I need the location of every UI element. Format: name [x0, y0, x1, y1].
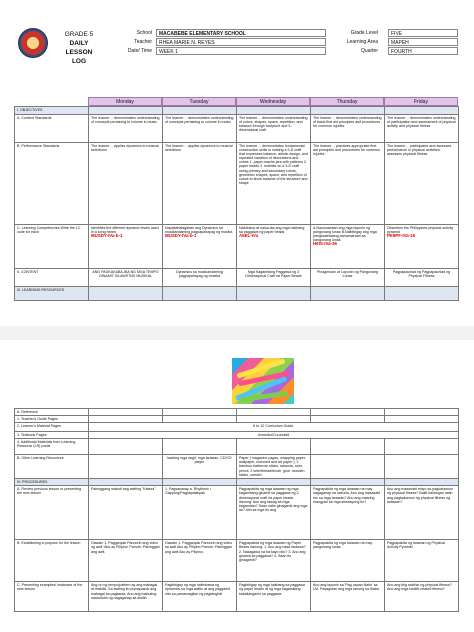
performance-standard-wed: The learner… demonstrates fundamental construction skills in making a 3-D craft that expresses balance, artistic design, and repeated variation of decorations and colors 1. paper-mache jars with patterns 2. paper beads 3. mobiles on a 3-D craft using primary and secondary colors, geometric shapes, space, and repetition of colors to show balance of the structure and shape: [237, 143, 311, 225]
content-standards-label: A. Content Standards: [15, 115, 89, 143]
competency-fri: Describes the Philippines physical activity pyramid PE5PF-IVa-16: [385, 225, 459, 269]
learning-competencies-label: C. Learning Competencies Write the LC code for each: [15, 225, 89, 269]
crayons-image: [232, 358, 294, 404]
content-standard-thu: The learner… demonstrates understanding of basic first aid principles and procedures for common injuries: [311, 115, 385, 143]
day-wednesday: Wednesday: [236, 97, 310, 106]
dll-title-line1: DAILY LESSON: [65, 40, 93, 56]
day-tuesday: Tuesday: [162, 97, 236, 106]
content-standard-tue: The learner… demonstrates understanding of concepts pertaining to volume in music: [163, 115, 237, 143]
quarter-label: Quarter: [361, 48, 378, 54]
content-standard-mon: The learner… demonstrates understanding of concepts pertaining to volume in music: [89, 115, 163, 143]
content-fri: Pagpapaunlad ng Pagpapaunlad ng Physical Fitness: [385, 269, 459, 287]
quarter-value: FOURTH: [388, 47, 458, 55]
performance-standards-label: B. Performance Standards: [15, 143, 89, 225]
page-break: [0, 326, 474, 340]
lm-pages-label: 2. Learner's Material Pages: [15, 423, 89, 432]
header-info: [0, 0, 474, 70]
other-resources-label: B. Other Learning Resources: [15, 455, 89, 479]
lc-code-wed: A5EL-IVa: [239, 233, 259, 239]
examples-label: C. Presenting examples/ instances of the new lesson: [15, 582, 89, 612]
other-resources-tue: tsarting mga sagit, mga larawan, CD/CD player: [163, 455, 237, 479]
textbook-pages-value: Unweltor/Curundis5: [89, 432, 459, 439]
review-tue: 1. Pagsasanay a. Rhythmic i. Clapping/Pagpapalakpak: [163, 486, 237, 540]
purpose-thu: Pagpapakita ng mga larawan na may pangunang lunas: [311, 540, 385, 582]
purpose-fri: Pagpapakita ng larawan ng Physical Activity Pyramid: [385, 540, 459, 582]
review-mon: Pakinggang mabuti ang awiting "Kalesa".: [89, 486, 163, 540]
school-label: School: [136, 30, 152, 36]
content-standard-wed: The learner… demonstrates understanding of colors, shapes, space, repetition, and balance through sculpture and 3-dimensional craft: [237, 115, 311, 143]
grade-level-value: FIVE: [388, 29, 458, 37]
resources-procedures-table: [14, 408, 459, 612]
lc-code-tue: MUSDY-IVa-b-1: [165, 233, 197, 239]
review-fri: Ano ang masasabi ninyo sa pagkakaroon ng physical fitness? Bakit kailangan natin ang pagkakaroon ng physical fitness ng katawan?: [385, 486, 459, 540]
learning-resources-label: III. LEARNING RESOURCES: [15, 287, 89, 301]
tg-pages-value: [163, 416, 237, 423]
day-thursday: Thursday: [310, 97, 384, 106]
content-thu: Pinagmulan at Layunin ng Pangunang Lunas: [311, 269, 385, 287]
content-label: II. CONTENT: [15, 269, 89, 287]
other-resources-wed: Paper ( magazine pages, wrapping paper, wallpaper, coloured and art paper ), 2 bamboo barbecue sticks, scissors, ruler, pencil, 2 wire/thread/brush, glue, wooden sticks, varnish: [237, 455, 311, 479]
examples-fri: Ano ang ibig sabihin ng physical fitness? Ano ang mga health-related fitness?: [385, 582, 459, 612]
objectives-table: [14, 106, 459, 301]
content-mon: ANG PAGKAKABA-IBA NG MGA TEMPO GINAMIT SA AWITING MUSIKAL: [89, 269, 163, 287]
textbook-pages-label: 3. Textbook Pages: [15, 432, 89, 439]
school-value: MACABEBE ELEMENTARY SCHOOL: [156, 29, 326, 37]
grade-label: GRADE 5: [64, 31, 94, 38]
purpose-mon: Gawain 1. Pagganyak Panoorin ang video ng awit 'Ako ay Pilipino' Panuto: Pakinggan ang awit.: [89, 540, 163, 582]
review-label: A. Review previous lesson or presenting the new lesson: [15, 486, 89, 540]
performance-standard-fri: The learner… participates and assesses performance in physical activities. assesses physical fitness: [385, 143, 459, 225]
day-monday: Monday: [88, 97, 162, 106]
examples-mon: Ang uri ng tempo/pattern ay ang mabagal at mabilis. Sa awiting ito pumapasok ang mabagal sa pagkanta. Ano ang mabuting naidudulot ng nagaganap sa awitin: [89, 582, 163, 612]
competency-wed: Natutukoy at naisa-isa ang mga hakbang sa paggawa ng paper beads A5EL-IVa: [237, 225, 311, 269]
competency-tue: Napakahalagahan ang Dynamics sa musikandaming pagpapahayag ng musika MUSDY-IVa-b-1: [163, 225, 237, 269]
lc-code-mon: MUSDY-IVa-b-1: [91, 233, 123, 239]
examples-thu: Ano ang layunin sa 'Pag-uspan Natin' sa LM. Pasagutan ang mga tanong sa ibaba: [311, 582, 385, 612]
performance-standard-thu: The learner… practices appropriate first aid principles and procedures for common injuries: [311, 143, 385, 225]
day-friday: Friday: [384, 97, 458, 106]
procedures-label: IV. PROCEDURES: [15, 479, 89, 486]
competency-mon: Identifies the different dynamic levels used in a song heard MUSDY-IVa-b-1: [89, 225, 163, 269]
learning-area-label: Learning Area: [346, 39, 378, 45]
dll-title-line2: LOG: [71, 58, 87, 65]
examples-wed: Pagbibigay ng mga hakbang sa paggawa ng paper beads at ng mga kagamitang kakailanganin sa paggawa: [237, 582, 311, 612]
review-thu: Pagpapakita ng mga larawan na may nagaganap na sakuna. Ano ang masasabi mo sa mga larawan? Ano ang maaring mangyari sa mga sitwasyong ito?: [311, 486, 385, 540]
lm-pages-value: K to 12 Curriculum Guide,: [89, 423, 459, 432]
lc-code-thu: H5IS-IVa-36: [313, 241, 337, 247]
date-value: WEEK 1: [156, 47, 326, 55]
teacher-value: RHEA MARIE N. REYES: [156, 38, 326, 46]
purpose-label: B. Establishing a purpose for the lesson: [15, 540, 89, 582]
review-wed: Pagpapakita ng mga larawan ng mga kagamitang ginamit sa paggawa ng 3 dimensyonal craft na paper beads. Itanong: Ano ang tawag sa mga kagamitan? Saan natin ginagamit ang mga ito? Alin sa mga ito ang: [237, 486, 311, 540]
performance-standard-mon: The learner… applies dynamics to musical selections: [89, 143, 163, 225]
content-wed: Mga Kagamitang Paggawa ng 3 Dimensyonal Craft na Paper Beads: [237, 269, 311, 287]
content-tue: Dynamics sa musikandaming pagpapahayag ng musika: [163, 269, 237, 287]
additional-materials-label: 4. Additional Materials from Learning Resource (LR) portal: [15, 439, 89, 455]
content-standard-fri: The learner… demonstrates understanding of participation and assessment of physical activity and physical fitness: [385, 115, 459, 143]
examples-tue: Pagbibigay ng mga halimbawa ng dynamics sa mga awitin at ang paggamit nito sa pamamagitan ng pagtanghal: [163, 582, 237, 612]
teacher-label: Teacher: [134, 39, 152, 45]
reference-label: A. Reference: [15, 409, 89, 416]
purpose-tue: Gawain 1. Pagganyak Panoorin ang video sa awit Ako ay Pilipino Panuto: Pakinggan ang awit Ako ay Pilipino.: [163, 540, 237, 582]
learning-area-value: MAPEH: [388, 38, 458, 46]
grade-level-label: Grade Level: [350, 30, 378, 36]
competency-thu: A.Nauunawaan ang mga layunin ng pangunang lunas B.Naibibigay ang mga pangkalahatang pamamaraan sa pangunang lunas H5IS-IVa-36: [311, 225, 385, 269]
purpose-wed: Pagpapakita ng mga larawan ng Paper Beads Itanong: 1. Ano ang nasa larawan? 2. Nakagawa na ba kayo nito? 3. Ano ang ginamit sa paggawa? 4. Saan ito ginagamit?: [237, 540, 311, 582]
objectives-section-label: I. OBJECTIVES: [15, 107, 89, 115]
performance-standard-tue: The learner… applies dynamics to musical selections: [163, 143, 237, 225]
additional-materials-value: [163, 439, 237, 455]
lc-code-fri: PE5PF-IVa-16: [387, 233, 416, 239]
tg-pages-label: 1. Teacher's Guide Pages: [15, 416, 89, 423]
date-label: Date/ Time: [127, 48, 152, 54]
